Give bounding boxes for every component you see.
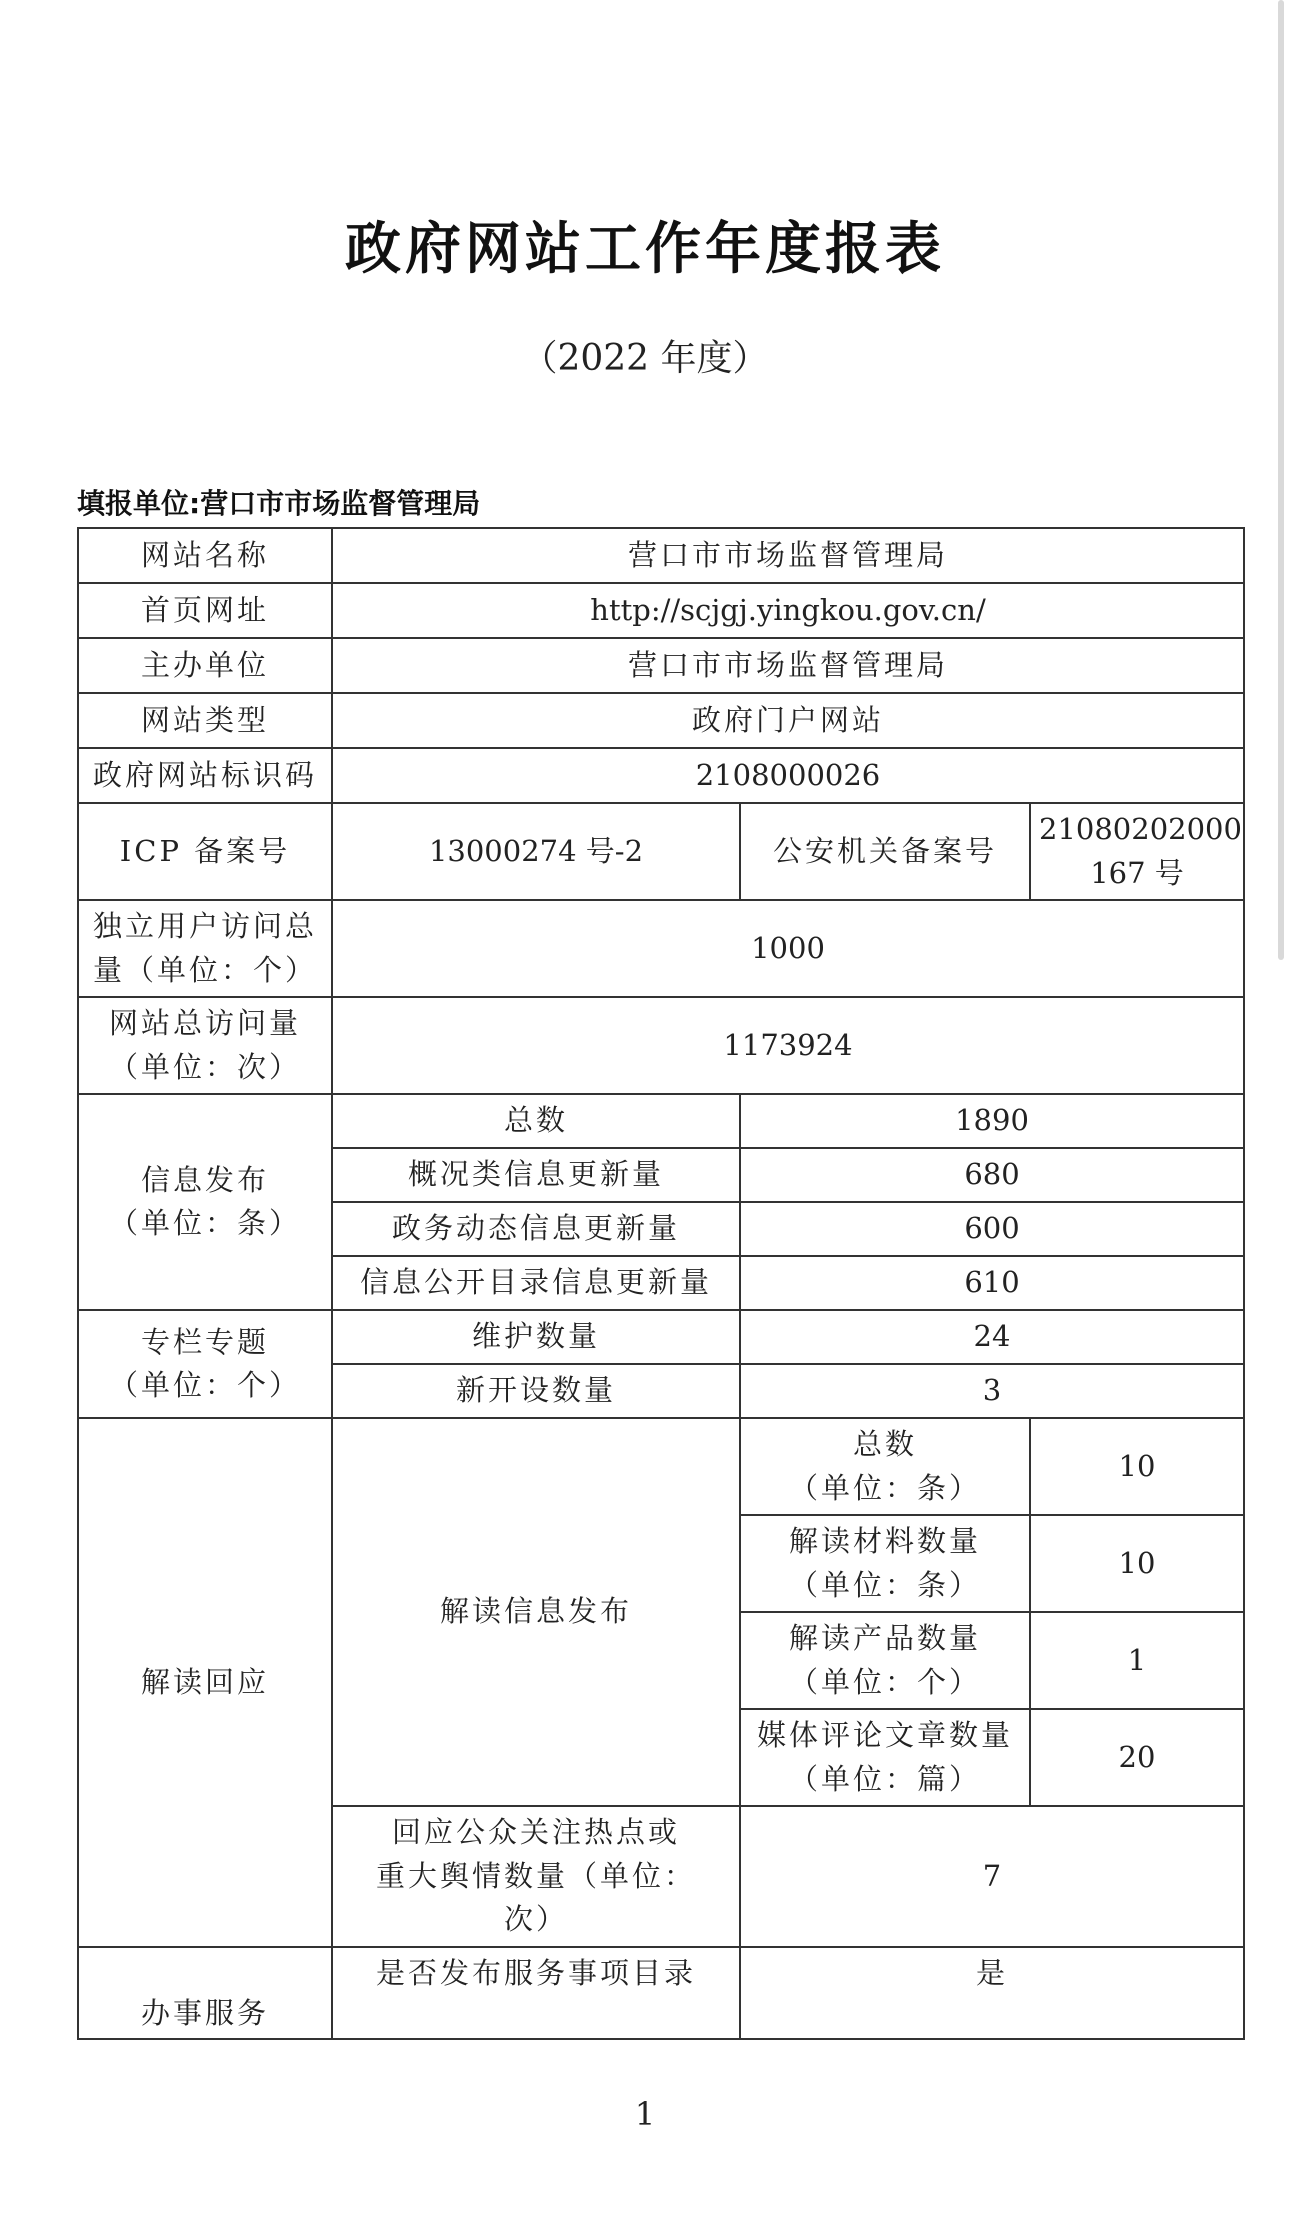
info-publish-label <box>78 1094 332 1310</box>
table-row <box>78 997 1244 1094</box>
label-line: 解读材料数量 <box>788 1524 981 1558</box>
table-row <box>78 583 1244 638</box>
interp-respond-label: 解读回应 <box>78 1418 332 1947</box>
site-type-value: 政府门户网站 <box>332 693 1244 748</box>
label-line: 网站总访问量 <box>108 1006 301 1040</box>
table-row <box>78 638 1244 693</box>
label-line: （单位：条） <box>108 1206 301 1240</box>
label-line: 信息发布 <box>140 1162 269 1197</box>
column-new-value: 3 <box>740 1364 1244 1418</box>
info-overview-label: 概况类信息更新量 <box>332 1148 740 1202</box>
home-url-value: http://scjgj.yingkou.gov.cn/ <box>332 583 1244 638</box>
table-row <box>78 748 1244 803</box>
reporting-unit: 填报单位:营口市市场监督管理局 <box>77 487 481 520</box>
report-table <box>77 527 1245 2040</box>
scrollbar[interactable] <box>1278 0 1284 960</box>
info-news-label: 政务动态信息更新量 <box>332 1202 740 1256</box>
table-row <box>78 1094 1244 1148</box>
label-line: 次） <box>503 1902 568 1936</box>
label-line: （单位：条） <box>788 1470 981 1505</box>
sponsor-value: 营口市市场监督管理局 <box>332 638 1244 693</box>
site-code-label: 政府网站标识码 <box>78 748 332 803</box>
interp-media-value: 20 <box>1030 1709 1244 1806</box>
interp-product-value: 1 <box>1030 1612 1244 1709</box>
table-row <box>78 900 1244 997</box>
label-line: 解读产品数量 <box>788 1621 981 1655</box>
info-catalog-value: 610 <box>740 1256 1244 1310</box>
info-overview-value: 680 <box>740 1148 1244 1202</box>
table-row <box>78 1947 1244 2039</box>
label-line: （单位：次） <box>108 1049 301 1084</box>
service-label: 办事服务 <box>78 1947 332 2039</box>
sponsor-label: 主办单位 <box>78 638 332 693</box>
label-line: （单位：个） <box>108 1368 301 1402</box>
interp-media-label <box>740 1709 1030 1806</box>
police-record-value <box>1030 803 1244 900</box>
police-record-line: 167 号 <box>1090 855 1184 890</box>
interp-material-value: 10 <box>1030 1515 1244 1612</box>
column-topics-label <box>78 1310 332 1418</box>
column-new-label: 新开设数量 <box>332 1364 740 1418</box>
police-record-label: 公安机关备案号 <box>740 803 1030 900</box>
interp-material-label <box>740 1515 1030 1612</box>
interp-total-label <box>740 1418 1030 1515</box>
site-name-value: 营口市市场监督管理局 <box>332 528 1244 583</box>
police-record-line: 21080202000 <box>1039 812 1242 846</box>
icp-value: 13000274 号-2 <box>332 803 740 900</box>
home-url-label: 首页网址 <box>78 583 332 638</box>
page-subtitle: （2022 年度） <box>521 338 769 379</box>
info-catalog-label: 信息公开目录信息更新量 <box>332 1256 740 1310</box>
info-news-value: 600 <box>740 1202 1244 1256</box>
interp-publish-label: 解读信息发布 <box>332 1418 740 1806</box>
page-number: 1 <box>634 2095 656 2133</box>
label-line: 独立用户访问总 <box>92 909 317 943</box>
table-row <box>78 693 1244 748</box>
interp-total-value: 10 <box>1030 1418 1244 1515</box>
respond-hotspot-label <box>332 1806 740 1947</box>
unique-visitors-value: 1000 <box>332 900 1244 997</box>
total-visits-label <box>78 997 332 1094</box>
column-maint-value: 24 <box>740 1310 1244 1364</box>
label-line: 量（单位：个） <box>92 952 317 987</box>
label-line: 专栏专题 <box>140 1324 269 1359</box>
column-maint-label: 维护数量 <box>332 1310 740 1364</box>
info-total-value: 1890 <box>740 1094 1244 1148</box>
label-line: （单位：个） <box>788 1664 981 1699</box>
site-name-label: 网站名称 <box>78 528 332 583</box>
label-line: （单位：篇） <box>788 1761 981 1796</box>
table-row <box>78 528 1244 583</box>
label-line: 重大舆情数量（单位： <box>375 1858 696 1893</box>
service-catalog-label: 是否发布服务事项目录 <box>332 1947 740 2039</box>
site-code-value: 2108000026 <box>332 748 1244 803</box>
total-visits-value: 1173924 <box>332 997 1244 1094</box>
table-row <box>78 803 1244 900</box>
info-total-label: 总数 <box>332 1094 740 1148</box>
table-row <box>78 1310 1244 1364</box>
respond-hotspot-value: 7 <box>740 1806 1244 1947</box>
label-line: 总数 <box>852 1427 917 1461</box>
site-type-label: 网站类型 <box>78 693 332 748</box>
icp-label: ICP 备案号 <box>78 803 332 900</box>
page-title: 政府网站工作年度报表 <box>345 217 945 282</box>
interp-product-label <box>740 1612 1030 1709</box>
service-catalog-value: 是 <box>740 1947 1244 2039</box>
label-line: （单位：条） <box>788 1567 981 1602</box>
unique-visitors-label <box>78 900 332 997</box>
table-row <box>78 1418 1244 1515</box>
label-line: 回应公众关注热点或 <box>391 1815 680 1849</box>
label-line: 媒体评论文章数量 <box>756 1718 1013 1752</box>
